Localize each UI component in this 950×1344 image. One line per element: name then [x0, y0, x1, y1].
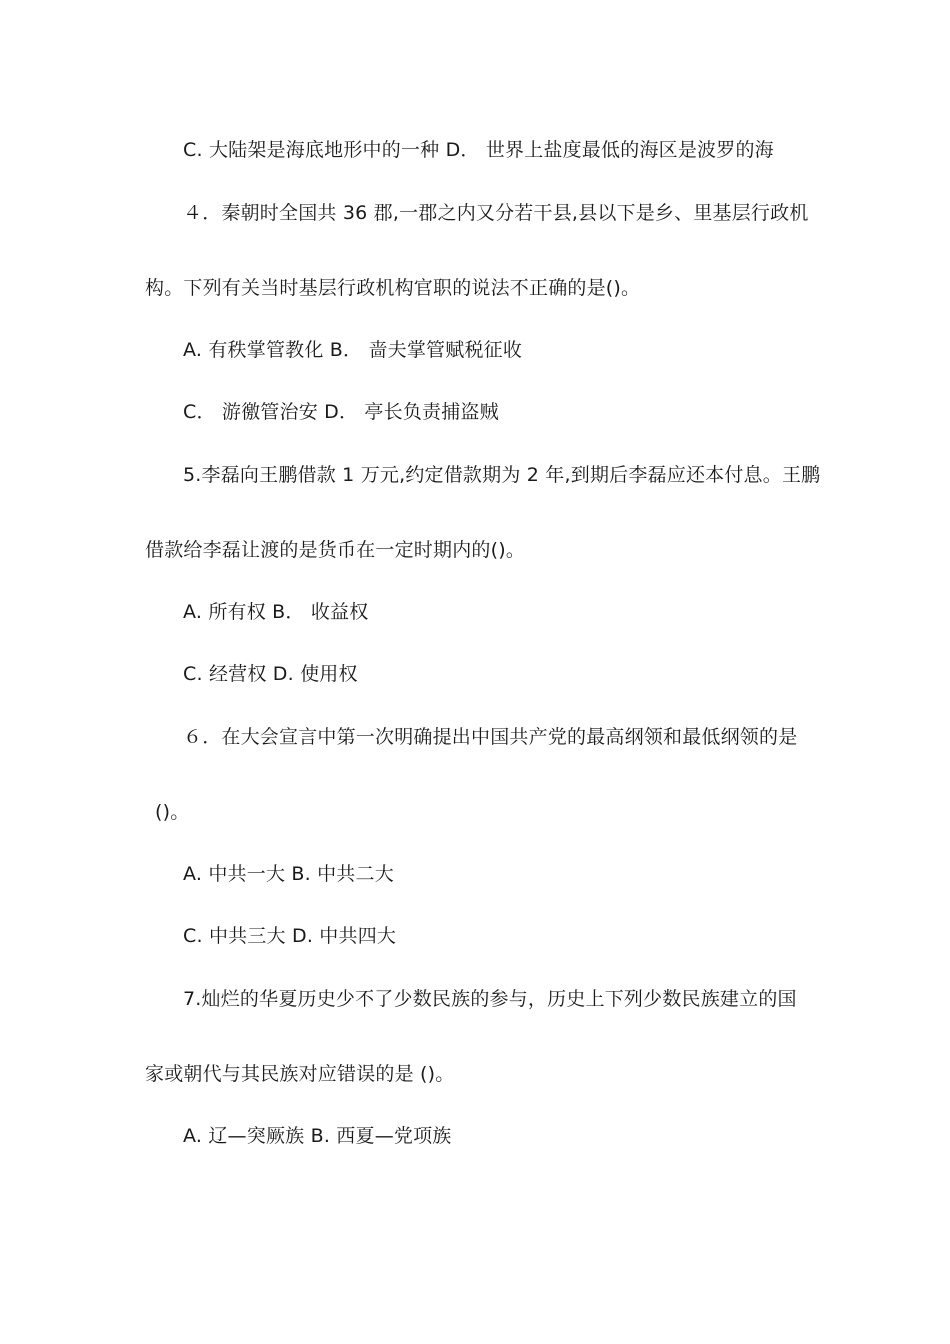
q5-options-cd: C. 经营权 D. 使用权	[183, 663, 358, 685]
q7-stem-line2: 家或朝代与其民族对应错误的是 ()。	[145, 1063, 455, 1085]
q7-options-ab: A. 辽—突厥族 B. 西夏—党项族	[183, 1125, 452, 1147]
q5-options-ab: A. 所有权 B． 收益权	[183, 601, 369, 623]
q6-options-ab: A. 中共一大 B. 中共二大	[183, 863, 394, 885]
q4-options-cd: C． 游徼管治安 D． 亭长负责捕盗贼	[183, 401, 499, 423]
q3-options-cd: C. 大陆架是海底地形中的一种 D． 世界上盐度最低的海区是波罗的海	[183, 139, 774, 161]
q5-stem-line1: 5.李磊向王鹏借款 1 万元,约定借款期为 2 年,到期后李磊应还本付息。王鹏	[183, 464, 821, 486]
q6-stem-line2: ()。	[155, 801, 190, 823]
q6-stem-line1: ６．在大会宣言中第一次明确提出中国共产党的最高纲领和最低纲领的是	[183, 726, 798, 748]
q4-stem-line1: ４．秦朝时全国共 36 郡,一郡之内又分若干县,县以下是乡、里基层行政机	[183, 202, 809, 224]
q5-stem-line2: 借款给李磊让渡的是货币在一定时期内的()。	[145, 539, 526, 561]
q6-options-cd: C. 中共三大 D. 中共四大	[183, 925, 397, 947]
q4-stem-line2: 构。下列有关当时基层行政机构官职的说法不正确的是()。	[145, 277, 641, 299]
q7-stem-line1: 7.灿烂的华夏历史少不了少数民族的参与，历史上下列少数民族建立的国	[183, 988, 797, 1010]
q4-options-ab: A. 有秩掌管教化 B． 啬夫掌管赋税征收	[183, 339, 523, 361]
